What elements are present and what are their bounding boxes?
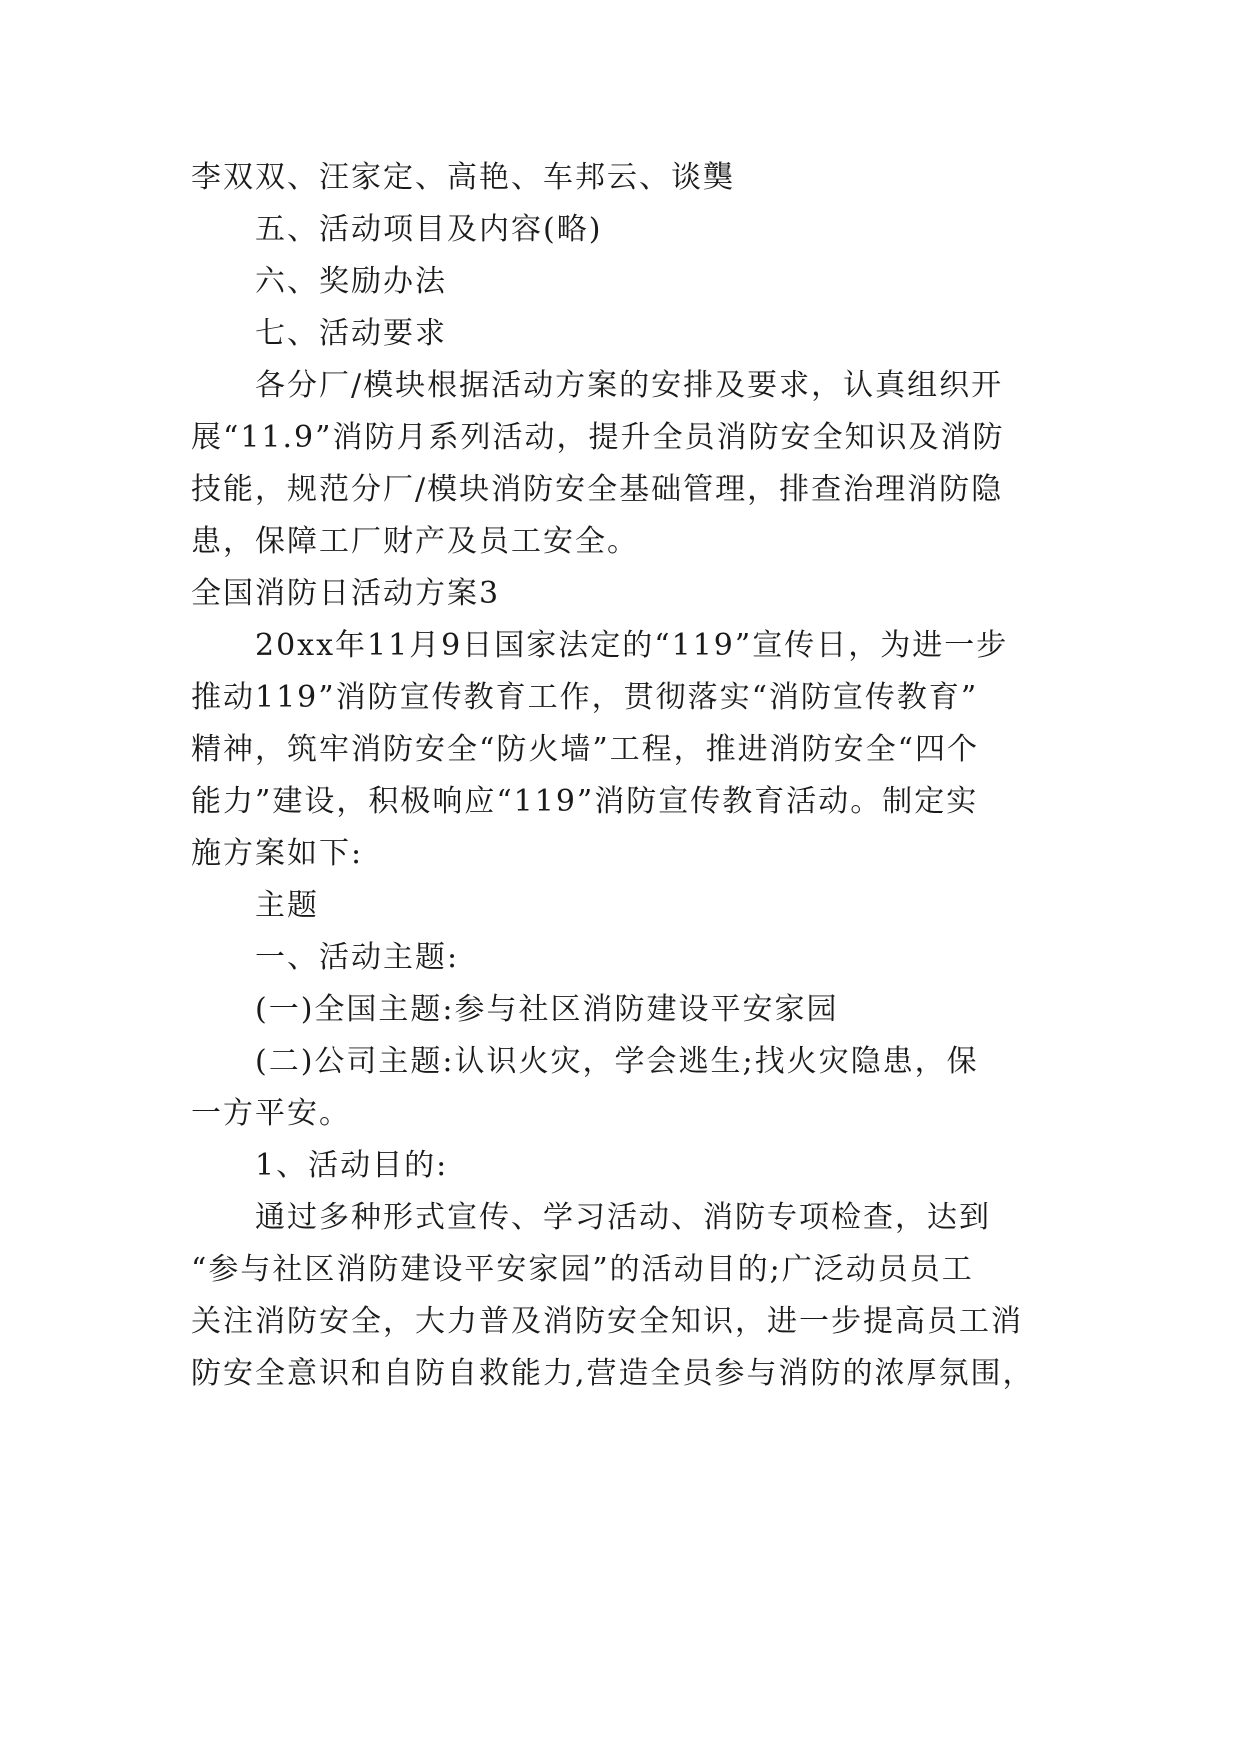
text-line: 主题 — [255, 888, 319, 923]
text-line: 一、活动主题: — [255, 940, 460, 975]
text-line: 各分厂/模块根据活动方案的安排及要求，认真组织开 — [255, 368, 1004, 403]
text-line: 李双双、汪家定、高艳、车邦云、谈龑 — [191, 160, 735, 195]
text-line: 五、活动项目及内容(略) — [255, 212, 603, 247]
text-line: 患，保障工厂财产及员工安全。 — [191, 524, 639, 559]
text-line: 能力”建设，积极响应“119”消防宣传教育活动。制定实 — [191, 784, 979, 819]
text-line: 一方平安。 — [191, 1096, 351, 1131]
text-line: 六、奖励办法 — [255, 264, 447, 299]
text-line: 技能，规范分厂/模块消防安全基础管理，排查治理消防隐 — [191, 472, 1004, 507]
text-line: 展“11.9”消防月系列活动，提升全员消防安全知识及消防 — [191, 420, 1005, 455]
text-line: 通过多种形式宣传、学习活动、消防专项检查，达到 — [255, 1200, 991, 1235]
text-line: 防安全意识和自防自救能力,营造全员参与消防的浓厚氛围， — [191, 1356, 1035, 1391]
text-line: 施方案如下: — [191, 836, 364, 871]
text-line: 20xx年11月9日国家法定的“119”宣传日，为进一步 — [255, 628, 1009, 663]
text-line: (一)全国主题:参与社区消防建设平安家园 — [255, 992, 839, 1027]
text-line: 1、活动目的: — [255, 1148, 449, 1183]
section-heading: 全国消防日活动方案3 — [191, 576, 501, 611]
text-line: 关注消防安全，大力普及消防安全知识，进一步提高员工消 — [191, 1304, 1023, 1339]
text-line: 七、活动要求 — [255, 316, 447, 351]
text-line: “参与社区消防建设平安家园”的活动目的;广泛动员员工 — [191, 1252, 974, 1287]
text-line: (二)公司主题:认识火灾，学会逃生;找火灾隐患，保 — [255, 1044, 979, 1079]
text-line: 推动119”消防宣传教育工作，贯彻落实“消防宣传教育” — [191, 680, 979, 715]
text-line: 精神，筑牢消防安全“防火墙”工程，推进消防安全“四个 — [191, 732, 980, 767]
